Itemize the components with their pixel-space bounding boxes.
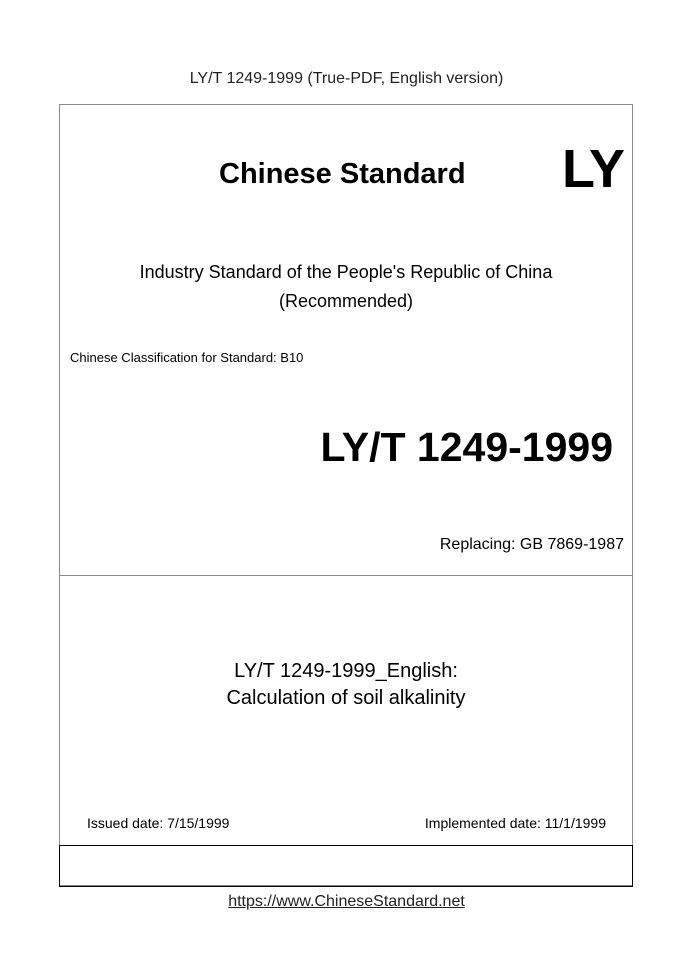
issued-date: Issued date: 7/15/1999 — [87, 815, 230, 831]
cover-heading: Chinese Standard — [219, 158, 466, 190]
document-header: LY/T 1249-1999 (True-PDF, English version) — [189, 70, 504, 87]
website-link[interactable]: https://www.ChineseStandard.net — [228, 893, 465, 910]
cover-frame — [59, 104, 633, 886]
industry-line-1: Industry Standard of the People's Republic of China — [139, 262, 553, 282]
industry-line-2: (Recommended) — [278, 291, 414, 311]
implemented-date: Implemented date: 11/1/1999 — [424, 815, 606, 831]
footer-url — [0, 893, 693, 911]
standard-number: LY/T 1249-1999 — [320, 424, 613, 470]
title-line-2: Calculation of soil alkalinity — [226, 687, 466, 709]
footer-box — [59, 845, 633, 887]
industry-statement — [59, 258, 633, 316]
classification-label: Chinese Classification for Standard: B10 — [70, 350, 304, 365]
industry-code: LY — [562, 139, 625, 199]
document-title — [59, 658, 633, 712]
title-line-1: LY/T 1249-1999_English: — [234, 660, 458, 682]
cover-divider — [59, 575, 633, 576]
replacing-label: Replacing: GB 7869-1987 — [439, 536, 624, 553]
